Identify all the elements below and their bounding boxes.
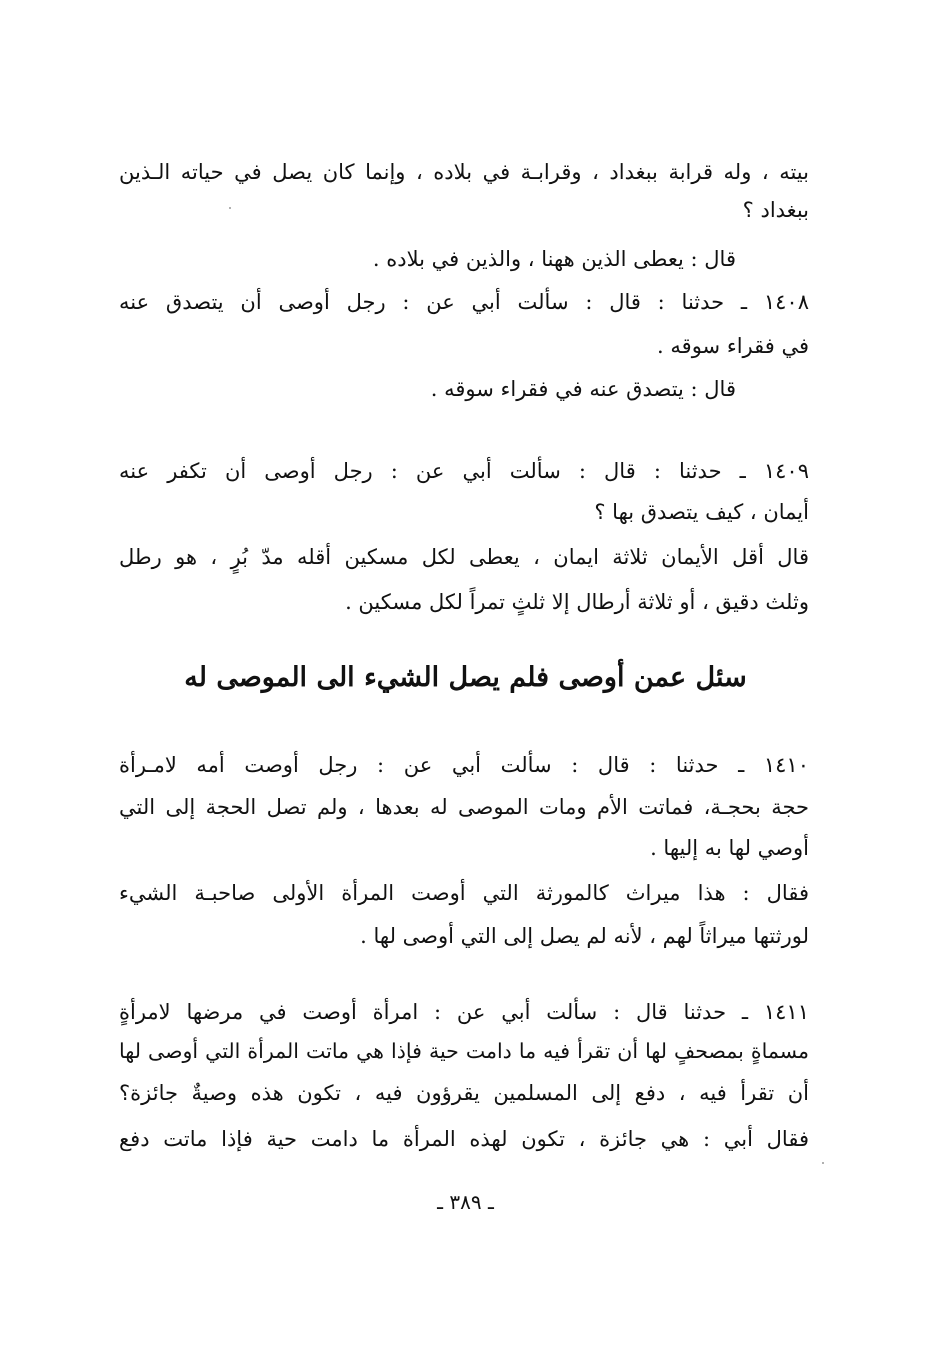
text-line: قال : يعطى الذين ههنا ، والذين في بلاده . <box>372 247 736 271</box>
text-line: بيته ، وله قرابة ببغداد ، وقرابـة في بلاده ، وإنما كان يصل في حياته الـذين <box>119 160 809 184</box>
section-heading: سئل عمن أوصى فلم يصل الشيء الى الموصى له <box>184 662 747 693</box>
scan-speck <box>822 1162 824 1164</box>
text-line: لورثتها ميراثاً لهم ، لأنه لم يصل إلى التي أوصى لها . <box>360 924 809 948</box>
entry-1411: ١٤١١ ـ حدثنا قال : سألت أبي عن : امرأة أوصت في مرضها لامرأةٍ <box>119 1000 809 1024</box>
text-line: ببغداد ؟ <box>742 198 809 222</box>
entry-1408: ١٤٠٨ ـ حدثنا : قال : سألت أبي عن : رجل أوصى أن يتصدق عنه <box>119 290 809 314</box>
text-line: مسماةٍ بمصحفٍ لها أن تقرأ فيه ما دامت حية فإذا هي ماتت المرأة التي أوصى لها <box>119 1039 809 1063</box>
answer-1409: قال أقل الأيمان ثلاثة ايمان ، يعطى لكل مسكين أقله مدّ بُرٍ ، هو رطل <box>119 545 809 569</box>
entry-1410: ١٤١٠ ـ حدثنا : قال : سألت أبي عن : رجل أوصت أمه لامـرأة <box>119 753 809 777</box>
text-line: أيمان ، كيف يتصدق بها ؟ <box>594 500 809 524</box>
text-line: أوصي لها به إليها . <box>650 836 809 860</box>
text-line: حجة بحجـة، فماتت الأم ومات الموصى له بعدها ، ولم تصل الحجة إلى التي <box>119 795 809 819</box>
page-number: ـ ٣٨٩ ـ <box>437 1190 494 1214</box>
answer-1410: فقال : هذا ميراث كالمورثة التي أوصت المرأة الأولى صاحبـة الشيء <box>119 881 809 905</box>
text-line: في فقراء سوقه . <box>657 334 809 358</box>
answer-1411: فقال أبي : هي جائزة ، تكون لهذه المرأة ما دامت حية فإذا ماتت دفع <box>119 1127 809 1151</box>
text-line: وثلث دقيق ، أو ثلاثة أرطال إلا ثلثٍ تمراً لكل مسكين . <box>345 590 809 614</box>
answer-1408: قال : يتصدق عنه في فقراء سوقه . <box>430 377 736 401</box>
scan-speck <box>229 207 231 209</box>
text-line: أن تقرأ فيه ، دفع إلى المسلمين يقرؤون فيه ، تكون هذه وصيةٌ جائزة؟ <box>119 1081 809 1105</box>
entry-1409: ١٤٠٩ ـ حدثنا : قال : سألت أبي عن : رجل أوصى أن تكفر عنه <box>119 459 809 483</box>
